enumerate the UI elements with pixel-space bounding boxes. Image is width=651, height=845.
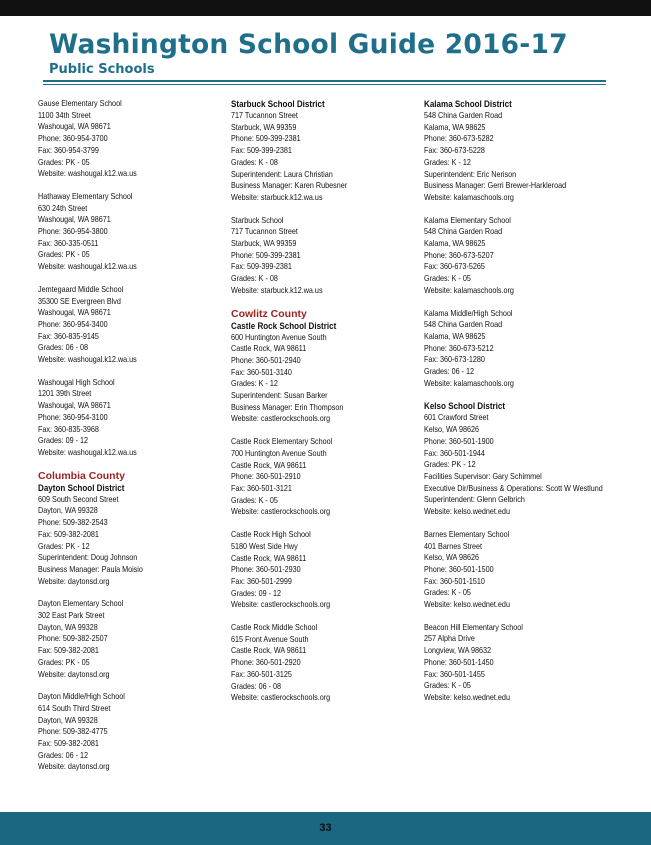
- detail-line: Phone: 360-501-2930: [231, 564, 301, 575]
- district-name: Starbuck School District: [231, 98, 325, 109]
- school-name: Hathaway Elementary School: [38, 190, 133, 201]
- school-name: Dayton Middle/High School: [38, 691, 125, 702]
- detail-line: Castle Rock, WA 98611: [231, 343, 307, 354]
- school-name: Castle Rock High School: [231, 529, 311, 540]
- detail-line: Phone: 360-954-3700: [38, 133, 108, 144]
- detail-line: 1201 39th Street: [38, 388, 92, 399]
- detail-line: Grades: K - 05: [424, 273, 471, 284]
- detail-line: Fax: 360-501-1944: [424, 447, 485, 458]
- detail-line: Dayton, WA 99328: [38, 505, 98, 516]
- detail-line: Fax: 509-382-2081: [38, 528, 99, 539]
- column-3: [424, 98, 604, 715]
- website-line: Website: castlerockschools.org: [231, 692, 331, 703]
- detail-line: 630 24th Street: [38, 202, 88, 213]
- detail-line: Dayton, WA 99328: [38, 714, 98, 725]
- detail-line: Grades: PK - 05: [38, 156, 90, 167]
- column-1: [38, 98, 218, 784]
- website-line: Website: starbuck.k12.wa.us: [231, 191, 323, 202]
- school-entry: [38, 284, 218, 366]
- detail-line: Grades: 09 - 12: [231, 587, 282, 598]
- website-line: Website: daytonsd.org: [38, 761, 110, 772]
- top-bar: [0, 0, 651, 16]
- detail-line: 717 Tucannon Street: [231, 226, 298, 237]
- school-name: Castle Rock Elementary School: [231, 436, 333, 447]
- school-entry: [424, 308, 604, 390]
- contact-details: [38, 296, 218, 366]
- detail-line: Fax: 360-501-1510: [424, 575, 485, 586]
- detail-line: Castle Rock, WA 98611: [231, 459, 307, 470]
- school-name: Kalama Elementary School: [424, 214, 511, 225]
- detail-line: Phone: 360-954-3100: [38, 411, 108, 422]
- detail-line: Fax: 509-382-2081: [38, 738, 99, 749]
- detail-line: Superintendent: Laura Christian: [231, 168, 333, 179]
- contact-details: [424, 110, 604, 204]
- school-entry: [424, 215, 604, 297]
- detail-line: Fax: 360-501-3125: [231, 668, 292, 679]
- detail-line: Phone: 360-673-5207: [424, 249, 494, 260]
- district-name: Kalama School District: [424, 98, 512, 109]
- detail-line: 35300 SE Evergreen Blvd: [38, 295, 121, 306]
- detail-line: 401 Barnes Street: [424, 540, 483, 551]
- school-entry: [38, 598, 218, 680]
- detail-line: Grades: 06 - 12: [424, 366, 475, 377]
- detail-line: Phone: 360-954-3800: [38, 226, 108, 237]
- district-name: Castle Rock School District: [231, 319, 337, 331]
- detail-line: 600 Huntington Avenue South: [231, 331, 327, 342]
- school-name: Gause Elementary School: [38, 98, 122, 108]
- page-title: Washington School Guide 2016-17: [49, 29, 568, 60]
- district-entry: [231, 308, 411, 426]
- district-entry: [231, 98, 411, 204]
- detail-line: Kalama, WA 98625: [424, 121, 486, 132]
- website-line: Website: washougal.k12.wa.us: [38, 261, 137, 272]
- detail-line: Washougal, WA 98671: [38, 307, 111, 318]
- school-name: Starbuck School: [231, 214, 284, 225]
- county-heading: Cowlitz County: [231, 307, 307, 320]
- district-name: Kelso School District: [424, 400, 506, 412]
- detail-line: Grades: K - 08: [231, 156, 278, 167]
- detail-line: Phone: 360-673-5282: [424, 133, 494, 144]
- detail-line: Longview, WA 98632: [424, 645, 492, 656]
- detail-line: Superintendent: Susan Barker: [231, 390, 328, 401]
- school-entry: [424, 622, 604, 704]
- school-name: Washougal High School: [38, 376, 115, 387]
- detail-line: Grades: 06 - 08: [38, 342, 89, 353]
- detail-line: Grades: 06 - 12: [38, 749, 89, 760]
- contact-details: [38, 388, 218, 458]
- contact-details: [231, 226, 411, 296]
- detail-line: Fax: 360-335-0511: [38, 237, 99, 248]
- detail-line: Facilities Supervisor: Gary Schimmel: [424, 470, 542, 481]
- detail-line: Washougal, WA 98671: [38, 121, 111, 132]
- contact-details: [231, 634, 411, 704]
- detail-line: 257 Alpha Drive: [424, 633, 475, 644]
- contact-details: [38, 494, 218, 588]
- website-line: Website: washougal.k12.wa.us: [38, 168, 137, 179]
- detail-line: Fax: 360-673-1280: [424, 354, 485, 365]
- detail-line: 609 South Second Street: [38, 493, 119, 504]
- detail-line: Grades: K - 05: [424, 680, 471, 691]
- detail-line: Fax: 360-501-3140: [231, 366, 292, 377]
- contact-details: [38, 203, 218, 273]
- contact-details: [231, 332, 411, 426]
- detail-line: Dayton, WA 99328: [38, 621, 98, 632]
- detail-line: Kelso, WA 98626: [424, 552, 479, 563]
- detail-line: Fax: 509-399-2381: [231, 261, 292, 272]
- detail-line: Fax: 509-399-2381: [231, 145, 292, 156]
- detail-line: Kalama, WA 98625: [424, 330, 486, 341]
- school-entry: [424, 529, 604, 611]
- detail-line: Phone: 360-673-5212: [424, 342, 494, 353]
- website-line: Website: starbuck.k12.wa.us: [231, 284, 323, 295]
- school-entry: [231, 622, 411, 704]
- detail-line: Grades: K - 12: [424, 156, 471, 167]
- detail-line: 700 Huntington Avenue South: [231, 447, 327, 458]
- website-line: Website: castlerockschools.org: [231, 413, 331, 424]
- detail-line: Grades: PK - 05: [38, 249, 90, 260]
- contact-details: [231, 448, 411, 518]
- website-line: Website: castlerockschools.org: [231, 506, 331, 517]
- detail-line: Superintendent: Eric Nerison: [424, 168, 517, 179]
- detail-line: Fax: 360-673-5265: [424, 261, 485, 272]
- detail-line: 548 China Garden Road: [424, 319, 503, 330]
- district-name: Dayton School District: [38, 481, 125, 493]
- detail-line: Phone: 509-382-4775: [38, 726, 108, 737]
- detail-line: Phone: 360-501-2920: [231, 657, 301, 668]
- website-line: Website: kelso.wednet.edu: [424, 691, 510, 702]
- detail-line: 548 China Garden Road: [424, 226, 503, 237]
- detail-line: Kelso, WA 98626: [424, 424, 479, 435]
- county-heading: Columbia County: [38, 469, 125, 482]
- detail-line: Grades: PK - 12: [424, 459, 476, 470]
- detail-line: Starbuck, WA 99359: [231, 238, 297, 249]
- detail-line: Phone: 509-382-2543: [38, 517, 108, 528]
- contact-details: [38, 110, 218, 180]
- detail-line: Washougal, WA 98671: [38, 214, 111, 225]
- school-name: Beacon Hill Elementary School: [424, 621, 523, 632]
- detail-line: Fax: 360-501-3121: [231, 482, 292, 493]
- detail-line: 601 Crawford Street: [424, 412, 489, 423]
- school-entry: [231, 215, 411, 297]
- detail-line: Washougal, WA 98671: [38, 400, 111, 411]
- website-line: Website: washougal.k12.wa.us: [38, 354, 137, 365]
- detail-line: 5180 West Side Hwy: [231, 540, 298, 551]
- detail-line: Castle Rock, WA 98611: [231, 645, 307, 656]
- detail-line: Phone: 360-954-3400: [38, 318, 108, 329]
- detail-line: Phone: 509-399-2381: [231, 249, 301, 260]
- detail-line: Kalama, WA 98625: [424, 238, 486, 249]
- website-line: Website: castlerockschools.org: [231, 599, 331, 610]
- school-entry: [38, 98, 218, 180]
- detail-line: Business Manager: Gerri Brewer-Harkleroad: [424, 180, 567, 191]
- detail-line: Grades: K - 05: [424, 587, 471, 598]
- school-name: Kalama Middle/High School: [424, 307, 513, 318]
- website-line: Website: kelso.wednet.edu: [424, 506, 510, 517]
- detail-line: Fax: 360-501-1455: [424, 668, 485, 679]
- school-entry: [38, 691, 218, 773]
- detail-line: Business Manager: Karen Rubesner: [231, 180, 348, 191]
- detail-line: 717 Tucannon Street: [231, 110, 298, 120]
- detail-line: Phone: 509-382-2507: [38, 633, 108, 644]
- detail-line: Grades: K - 12: [231, 378, 278, 389]
- detail-line: Grades: K - 05: [231, 494, 278, 505]
- contact-details: [424, 633, 604, 703]
- column-2: [231, 98, 411, 715]
- detail-line: 615 Front Avenue South: [231, 633, 309, 644]
- detail-line: Grades: PK - 12: [38, 540, 90, 551]
- page-number: 33: [319, 822, 332, 834]
- header-rule-thin: [43, 84, 606, 85]
- detail-line: Fax: 360-835-9145: [38, 330, 99, 341]
- detail-line: Superintendent: Doug Johnson: [38, 552, 138, 563]
- page-subtitle: Public Schools: [49, 62, 155, 77]
- contact-details: [424, 226, 604, 296]
- school-name: Castle Rock Middle School: [231, 622, 318, 633]
- website-line: Website: daytonsd.org: [38, 668, 110, 679]
- school-name: Jemtegaard Middle School: [38, 283, 124, 294]
- district-entry: [38, 470, 218, 588]
- school-name: Barnes Elementary School: [424, 528, 510, 539]
- detail-line: Castle Rock, WA 98611: [231, 552, 307, 563]
- district-entry: [424, 400, 604, 517]
- detail-line: Business Manager: Paula Moisio: [38, 563, 143, 574]
- detail-line: Grades: PK - 05: [38, 656, 90, 667]
- detail-line: 614 South Third Street: [38, 702, 111, 713]
- school-entry: [231, 529, 411, 611]
- detail-line: Fax: 360-835-3968: [38, 423, 99, 434]
- contact-details: [231, 110, 411, 204]
- detail-line: Fax: 360-501-2999: [231, 575, 292, 586]
- school-entry: [38, 377, 218, 459]
- website-line: Website: kelso.wednet.edu: [424, 599, 510, 610]
- detail-line: Phone: 360-501-1900: [424, 435, 494, 446]
- district-entry: [424, 98, 604, 204]
- website-line: Website: kalamaschools.org: [424, 191, 514, 202]
- contact-details: [424, 412, 604, 517]
- contact-details: [424, 319, 604, 389]
- school-name: Dayton Elementary School: [38, 598, 124, 609]
- detail-line: Business Manager: Erin Thompson: [231, 401, 344, 412]
- contact-details: [231, 541, 411, 611]
- detail-line: 302 East Park Street: [38, 610, 105, 621]
- contact-details: [424, 541, 604, 611]
- contact-details: [38, 703, 218, 773]
- website-line: Website: kalamaschools.org: [424, 377, 514, 388]
- school-entry: [231, 436, 411, 518]
- website-line: Website: kalamaschools.org: [424, 284, 514, 295]
- detail-line: Starbuck, WA 99359: [231, 121, 297, 132]
- website-line: Website: daytonsd.org: [38, 575, 110, 586]
- detail-line: 548 China Garden Road: [424, 110, 503, 120]
- detail-line: Grades: 09 - 12: [38, 435, 89, 446]
- contact-details: [38, 610, 218, 680]
- detail-line: Fax: 360-673-5228: [424, 145, 485, 156]
- detail-line: Phone: 360-501-1500: [424, 563, 494, 574]
- detail-line: Executive Dir/Business & Operations: Scott W Westlund: [424, 482, 603, 493]
- detail-line: Superintendent: Glenn Gelbrich: [424, 494, 525, 505]
- detail-line: Grades: 06 - 08: [231, 680, 282, 691]
- website-line: Website: washougal.k12.wa.us: [38, 446, 137, 457]
- detail-line: 1100 34th Street: [38, 109, 91, 120]
- school-entry: [38, 191, 218, 273]
- detail-line: Fax: 509-382-2081: [38, 645, 99, 656]
- detail-line: Phone: 360-501-2940: [231, 354, 301, 365]
- detail-line: Fax: 360-954-3799: [38, 144, 99, 155]
- detail-line: Phone: 509-399-2381: [231, 133, 301, 144]
- detail-line: Grades: K - 08: [231, 273, 278, 284]
- header-rule: [43, 80, 606, 82]
- detail-line: Phone: 360-501-1450: [424, 656, 494, 667]
- detail-line: Phone: 360-501-2910: [231, 471, 301, 482]
